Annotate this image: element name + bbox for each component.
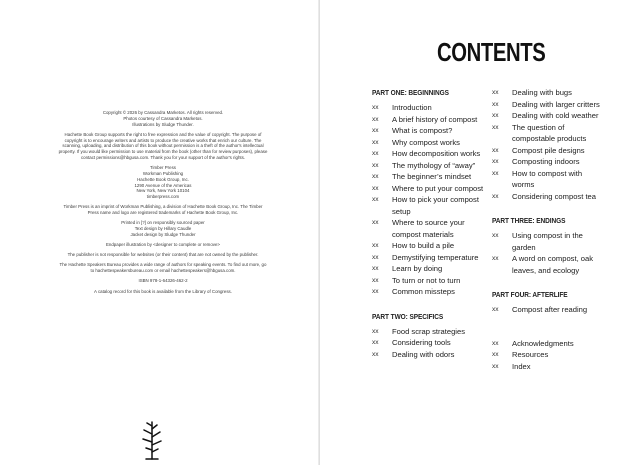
- entry-title: What is compost?: [392, 126, 453, 135]
- entry-title: Dealing with larger critters: [512, 99, 600, 109]
- isbn: ISBN 978-1-64326-462-2: [138, 278, 188, 284]
- toc-entry[interactable]: [372, 286, 488, 298]
- page-number: xx: [372, 104, 379, 111]
- page-number: xx: [492, 339, 499, 347]
- entry-title: Why compost works: [392, 137, 460, 147]
- page-number: xx: [372, 288, 379, 295]
- toc-entry[interactable]: [492, 304, 600, 316]
- entry-title: Resources: [512, 350, 549, 359]
- copyright-block-2: Hachette Book Group supports the right to free expression and the value of copyright. The purpose of copyright is to encourage writers and artists to produce the creative works that enrich our culture. The scanning, uploading, and distribution of this book without permission is a theft of the author's intellectual property. If you would like permission to use material from the book (other than for review purposes), please contact permissions@hbgusa.com. Thank you for your support of the author's rights.: [58, 131, 268, 160]
- entry-title: Using compost in the garden: [512, 231, 583, 252]
- part-one-entries: [372, 102, 488, 298]
- toc-entry[interactable]: [492, 191, 600, 203]
- entry-title: Demystifying temperature: [392, 252, 479, 262]
- entry-title: How decomposition works: [392, 149, 481, 158]
- entry-title: The question of compostable products: [512, 122, 587, 143]
- page-number: xx: [372, 242, 379, 249]
- toc-entry[interactable]: [372, 337, 488, 349]
- page-number: xx: [372, 265, 379, 272]
- entry-title: Composting indoors: [512, 157, 580, 166]
- entry-title: How to build a pile: [392, 241, 455, 250]
- entry-title: Where to put your compost: [392, 183, 484, 193]
- part-heading: PART TWO: SPECIFICS: [372, 311, 444, 321]
- entry-title: The beginner’s mindset: [392, 172, 472, 181]
- part-four-entries: [492, 304, 600, 316]
- copyright-block-5: Printed in [?] on responsibly sourced paper Text design by Hillary Caudle Jacket design by Sludge Thunder: [121, 220, 205, 237]
- contents-title: CONTENTS: [437, 37, 546, 67]
- toc-entry[interactable]: [372, 326, 488, 338]
- page-number: xx: [372, 184, 379, 192]
- page-number: xx: [492, 158, 499, 165]
- part-two-entries: [372, 326, 488, 361]
- page-number: xx: [372, 219, 379, 226]
- toc-entry[interactable]: [492, 338, 600, 350]
- toc-entry[interactable]: [372, 194, 488, 217]
- entry-title: Compost pile designs: [512, 145, 585, 155]
- entry-title: How to compost with worms: [512, 168, 583, 189]
- toc-entry[interactable]: [372, 114, 488, 126]
- copyright-block-8: The Hachette Speakers Bureau provides a wide range of authors for speaking events. To find out more, go to hachettespeakersbureau.com or email hachettespeakers@hbgusa.com.: [59, 262, 267, 274]
- toc-entry[interactable]: [372, 349, 488, 361]
- entry-title: Dealing with bugs: [512, 88, 572, 97]
- copyright-block-7: The publisher is not responsible for websites (or their content) that are not owned by the publisher.: [67, 252, 259, 258]
- toc-entry[interactable]: [372, 171, 488, 183]
- toc-entry[interactable]: [492, 122, 600, 145]
- entry-title: Learn by doing: [392, 264, 443, 273]
- page-number: xx: [492, 89, 499, 96]
- entry-title: How to pick your compost setup: [392, 195, 479, 216]
- toc-entry[interactable]: [492, 99, 600, 111]
- toc-entry[interactable]: [492, 230, 600, 253]
- toc-entry[interactable]: [372, 183, 488, 195]
- toc-entry[interactable]: [372, 137, 488, 149]
- entry-title: Where to source your compost materials: [392, 218, 465, 239]
- entry-title: Introduction: [392, 103, 432, 112]
- page-number: xx: [492, 362, 499, 370]
- page-number: xx: [372, 350, 379, 358]
- part-heading: PART THREE: ENDINGS: [492, 216, 566, 225]
- toc-entry[interactable]: [492, 145, 600, 157]
- copyright-block-1: Copyright © 2026 by Cassandra Marketos. All rights reserved. Photos courtesy of Cassandra Marketos. Illustrations by Sludge Thunder.: [102, 110, 224, 127]
- copyright-block-4: Timber Press is an imprint of Workman Publishing, a division of Hachette Book Group, Inc. The Timber Press name and logo are registered trademarks of Hachette Book Group, Inc.: [63, 204, 263, 216]
- page-number: xx: [492, 192, 499, 200]
- page-number: xx: [492, 351, 499, 358]
- toc-entry[interactable]: [492, 253, 600, 276]
- toc-entry[interactable]: [492, 156, 600, 168]
- page-number: xx: [372, 339, 379, 346]
- entry-title: Considering tools: [392, 338, 451, 347]
- page-number: xx: [372, 115, 379, 123]
- page-number: xx: [372, 127, 379, 134]
- toc-entry[interactable]: [372, 275, 488, 287]
- toc-entry[interactable]: [492, 110, 600, 122]
- entry-title: A word on compost, oak leaves, and ecology: [512, 254, 594, 275]
- entry-title: Index: [512, 361, 531, 371]
- entry-title: To turn or not to turn: [392, 275, 461, 285]
- entry-title: Dealing with cold weather: [512, 111, 599, 120]
- entry-title: Common missteps: [392, 287, 455, 296]
- entry-title: Considering compost tea: [512, 191, 596, 201]
- page-number: xx: [372, 138, 379, 146]
- page-number: xx: [492, 112, 499, 119]
- copyright-text: [58, 110, 268, 294]
- page-number: xx: [372, 196, 379, 203]
- entry-title: Dealing with odors: [392, 349, 455, 359]
- entry-title: A brief history of compost: [392, 114, 478, 124]
- contents-column-2: [492, 87, 600, 372]
- page-number: xx: [492, 232, 499, 239]
- toc-entry[interactable]: [492, 168, 600, 191]
- toc-entry[interactable]: [372, 263, 488, 275]
- page-number: xx: [492, 123, 499, 131]
- page-number: xx: [372, 327, 379, 335]
- part-two-continued-entries: [492, 87, 600, 202]
- page-number: xx: [372, 276, 379, 284]
- entry-title: Acknowledgments: [512, 338, 574, 348]
- toc-entry[interactable]: [372, 148, 488, 160]
- part-heading: PART ONE: BEGINNINGS: [372, 88, 449, 97]
- back-matter-entries: [492, 338, 600, 373]
- page-number: xx: [372, 173, 379, 180]
- toc-entry[interactable]: [372, 125, 488, 137]
- toc-entry[interactable]: [372, 217, 488, 240]
- toc-entry[interactable]: [492, 349, 600, 361]
- copyright-block-3: Timber Press Workman Publishing Hachette Book Group, Inc. 1290 Avenue of the Americas New York, New York 10104 timberpress.com: [134, 165, 192, 200]
- entry-title: Food scrap strategies: [392, 326, 466, 336]
- copyright-block-6: Endpaper illustration by <designer to complete or remove>: [106, 242, 220, 248]
- toc-entry[interactable]: [372, 102, 488, 114]
- page-number: xx: [492, 146, 499, 154]
- catalog-record: A catalog record for this book is available from the Library of Congress.: [94, 288, 232, 294]
- part-three-entries: [492, 230, 600, 276]
- contents-column-1: [372, 87, 488, 360]
- page-number: xx: [372, 253, 379, 261]
- toc-entry[interactable]: [372, 252, 488, 264]
- page-number: xx: [492, 255, 499, 262]
- toc-entry[interactable]: [492, 361, 600, 373]
- toc-entry[interactable]: [372, 240, 488, 252]
- toc-entry[interactable]: [372, 160, 488, 172]
- entry-title: The mythology of “away”: [392, 160, 476, 170]
- toc-entry[interactable]: [492, 87, 600, 99]
- publisher-logo-icon: [139, 420, 165, 460]
- page-number: xx: [492, 169, 499, 177]
- page-number: xx: [372, 150, 379, 157]
- entry-title: Compost after reading: [512, 305, 588, 314]
- page-number: xx: [492, 306, 499, 313]
- part-heading: PART FOUR: AFTERLIFE: [492, 290, 568, 299]
- page-number: xx: [492, 100, 499, 108]
- page-number: xx: [372, 161, 379, 169]
